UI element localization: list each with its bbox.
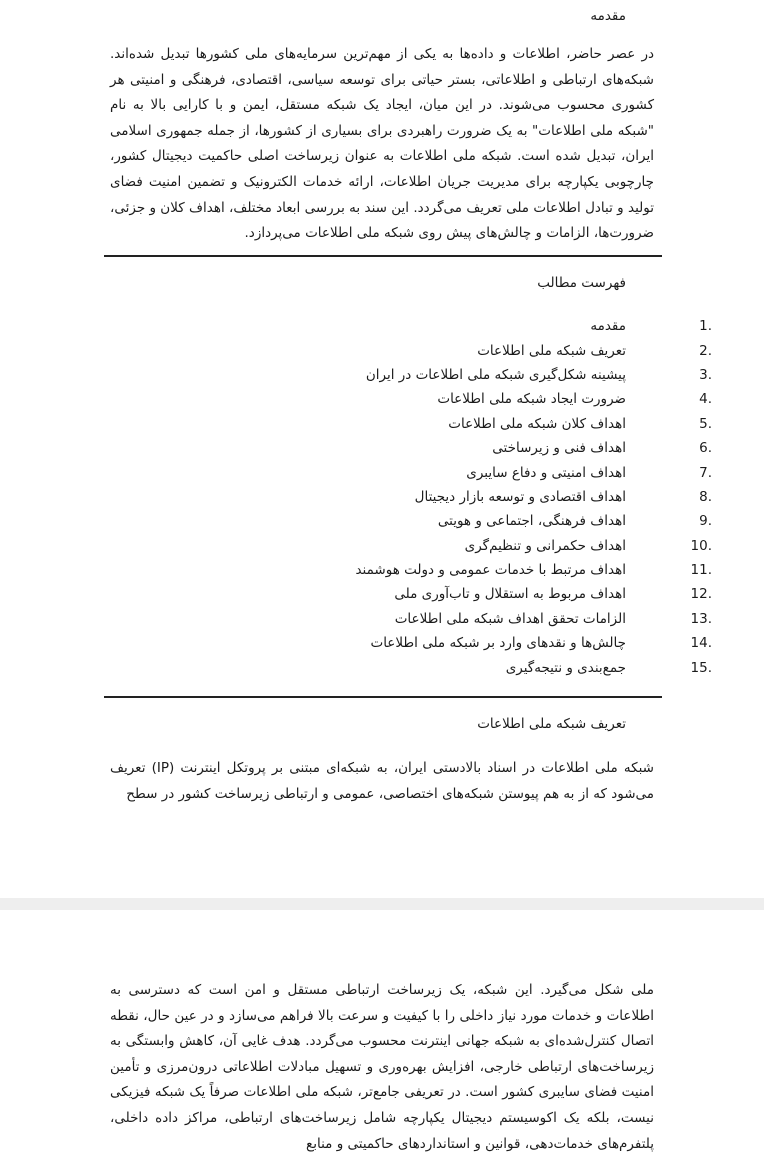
toc-item [355,582,712,606]
toc-item [355,363,712,387]
toc-item-number: 10. [690,537,712,554]
toc-item-label: ضرورت ایجاد شبکه ملی اطلاعات [437,391,626,408]
toc-item-label: اهداف مرتبط با خدمات عمومی و دولت هوشمند [355,562,626,579]
toc-item-label: اهداف حکمرانی و تنظیم‌گری [464,537,626,554]
document-page-2 [0,910,764,1153]
toc-item-number: 13. [690,610,712,627]
definition-paragraph: شبکه ملی اطلاعات در اسناد بالادستی ایران، به شبکه‌ای مبتنی بر پروتکل اینترنت (IP) تعریف می‌شود که از به هم پیوستن شبکه‌های اختصاصی، عمومی و ارتباطی زیرساخت کشور در سطح [110,760,654,802]
toc-item-number: 4. [699,391,712,408]
toc-item [355,436,712,460]
toc-item-label: جمع‌بندی و نتیجه‌گیری [505,659,626,676]
toc-item-number: 3. [699,366,712,383]
toc-item-label: چالش‌ها و نقدهای وارد بر شبکه ملی اطلاعات [370,635,626,652]
toc-item [355,460,712,484]
toc-item [355,412,712,436]
toc-item-label: تعریف شبکه ملی اطلاعات [477,342,626,359]
toc-item-number: 1. [699,318,712,335]
table-of-contents [355,314,712,680]
toc-item [355,534,712,558]
toc-item [355,655,712,679]
toc-item-label: اهداف مربوط به استقلال و تاب‌آوری ملی [394,586,626,603]
toc-item-number: 14. [690,635,712,652]
toc-item-number: 11. [690,562,712,579]
toc-item [355,558,712,582]
intro-paragraph: در عصر حاضر، اطلاعات و داده‌ها به یکی از مهم‌ترین سرمایه‌های ملی کشورها تبدیل شده‌اند. شبکه‌های ارتباطی و اطلاعاتی، بستر حیاتی برای توسعه سیاسی، اقتصادی، فرهنگی و امنیتی هر کشوری محسوب می‌شوند. در این میان، ایجاد یک شبکه مستقل، ایمن و با کارایی بالا به نام "شبکه ملی اطلاعات" به یک ضرورت راهبردی برای بسیاری از کشورها، از جمله جمهوری اسلامی ایران، تبدیل شده است. شبکه ملی اطلاعات به عنوان زیرساخت اصلی حاکمیت دیجیتال کشور، چارچوبی یکپارچه برای مدیریت جریان اطلاعات، ارائه خدمات الکترونیک و تضمین امنیت فضای تولید و تبادل اطلاعات ملی تعریف می‌گردد. این سند به بررسی ابعاد مختلف، اهداف کلان و جزئی، ضرورت‌ها، الزامات و چالش‌های پیش روی شبکه ملی اطلاعات می‌پردازد. [110,46,654,242]
section-divider [104,255,662,257]
toc-item-number: 6. [699,440,712,457]
toc-item-label: اهداف امنیتی و دفاع سایبری [466,464,626,481]
page-break [0,898,764,910]
toc-item [355,631,712,655]
toc-item-label: اهداف فرهنگی، اجتماعی و هویتی [437,513,626,530]
toc-item-label: اهداف اقتصادی و توسعه بازار دیجیتال [414,488,626,505]
definition-heading: تعریف شبکه ملی اطلاعات [477,716,626,732]
toc-item-number: 2. [699,342,712,359]
toc-item-number: 9. [699,513,712,530]
toc-item-number: 15. [690,659,712,676]
toc-item-label: مقدمه [590,318,626,335]
toc-item-number: 8. [699,488,712,505]
toc-item [355,607,712,631]
toc-item-number: 12. [690,586,712,603]
toc-heading: فهرست مطالب [537,275,626,291]
section-divider [104,696,662,698]
toc-item-label: اهداف فنی و زیرساختی [492,440,626,457]
toc-item [355,338,712,362]
toc-item-label: پیشینه شکل‌گیری شبکه ملی اطلاعات در ایران [365,366,626,383]
toc-item-label: الزامات تحقق اهداف شبکه ملی اطلاعات [394,610,626,627]
toc-item-number: 7. [699,464,712,481]
toc-item [355,387,712,411]
toc-item-number: 5. [699,415,712,432]
toc-item-label: اهداف کلان شبکه ملی اطلاعات [448,415,626,432]
toc-item [355,314,712,338]
toc-item [355,509,712,533]
definition-paragraph-continued: ملی شکل می‌گیرد. این شبکه، یک زیرساخت ارتباطی مستقل و امن است که دسترسی به اطلاعات و خدمات مورد نیاز داخلی را با کیفیت و سرعت بالا فراهم می‌سازد و در عین حال، نقطه اتصال کنترل‌شده‌ای به شبکه جهانی اینترنت محسوب می‌گردد. هدف غایی آن، کاهش وابستگی به زیرساخت‌های ارتباطی خارجی، افزایش بهره‌وری و تسهیل مبادلات اطلاعاتی درون‌مرزی و تأمین امنیت فضای سایبری کشور است. در تعریفی جامع‌تر، شبکه ملی اطلاعات صرفاً یک شبکه فیزیکی نیست، بلکه یک اکوسیستم دیجیتال یکپارچه شامل زیرساخت‌های ارتباطی، مراکز داده داخلی، پلتفرم‌های خدمات‌دهی، قوانین و استانداردهای حاکمیتی و منابع [110,982,654,1152]
toc-item [355,485,712,509]
intro-heading: مقدمه [590,8,626,24]
